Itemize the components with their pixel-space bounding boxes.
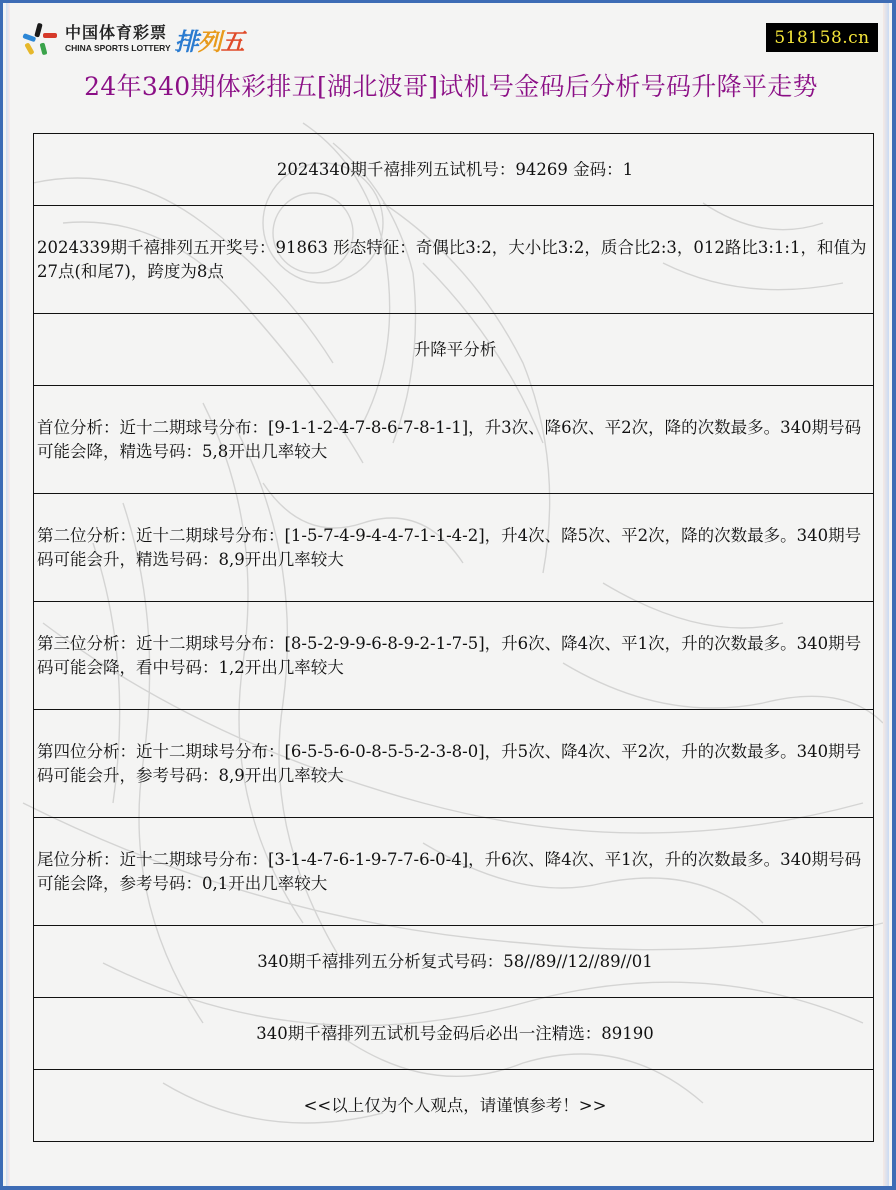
china-sports-lottery-logo: [21, 19, 244, 59]
table-row: [34, 926, 874, 998]
pailie5-brand: 排列五: [174, 27, 244, 56]
analysis-table: [33, 133, 874, 1142]
logo-english-text: CHINA SPORTS LOTTERY: [65, 43, 171, 54]
table-row: [34, 386, 874, 494]
table-row: [34, 818, 874, 926]
table-row: [34, 998, 874, 1070]
table-row: [34, 1070, 874, 1142]
last-digit-analysis: 尾位分析：近十二期球号分布：[3-1-4-7-6-1-9-7-7-6-0-4]，升6次、降4次、平1次，升的次数最多。340期号码可能会降，参考号码：0,1开出几率较大: [34, 818, 874, 926]
page-title: 24年340期体彩排五[湖北波哥]试机号金码后分析号码升降平走势: [84, 72, 818, 101]
pick-number-cell: 340期千禧排列五试机号金码后必出一注精选：89190: [34, 998, 874, 1070]
section-title-cell: 升降平分析: [34, 314, 874, 386]
third-digit-analysis: 第三位分析：近十二期球号分布：[8-5-2-9-9-6-8-9-2-1-7-5]，升6次、降4次、平1次，升的次数最多。340期号码可能会降，看中号码：1,2开出几率较大: [34, 602, 874, 710]
table-row: [34, 206, 874, 314]
lottery-star-icon: [21, 21, 59, 57]
table-row: [34, 314, 874, 386]
second-digit-analysis: 第二位分析：近十二期球号分布：[1-5-7-4-9-4-4-7-1-1-4-2]，升4次、降5次、平2次，降的次数最多。340期号码可能会升，精选号码：8,9开出几率较大: [34, 494, 874, 602]
header: [3, 3, 896, 63]
compound-numbers-cell: 340期千禧排列五分析复式号码：58//89//12//89//01: [34, 926, 874, 998]
disclaimer-cell: <<以上仅为个人观点，请谨慎参考！>>: [34, 1070, 874, 1142]
first-digit-analysis: 首位分析：近十二期球号分布：[9-1-1-2-4-7-8-6-7-8-1-1]，升3次、降6次、平2次，降的次数最多。340期号码可能会降，精选号码：5,8开出几率较大: [34, 386, 874, 494]
table-row: [34, 710, 874, 818]
table-row: [34, 134, 874, 206]
test-number-cell: 2024340期千禧排列五试机号：94269 金码：1: [34, 134, 874, 206]
site-domain-badge: 518158.cn: [766, 23, 878, 52]
logo-chinese-text: 中国体育彩票: [65, 23, 168, 43]
table-row: [34, 494, 874, 602]
fourth-digit-analysis: 第四位分析：近十二期球号分布：[6-5-5-6-0-8-5-5-2-3-8-0]，升5次、降4次、平2次，升的次数最多。340期号码可能会升，参考号码：8,9开出几率较大: [34, 710, 874, 818]
table-row: [34, 602, 874, 710]
last-draw-cell: 2024339期千禧排列五开奖号：91863 形态特征：奇偶比3:2，大小比3:2，质合比2:3，012路比3:1:1，和值为27点(和尾7)，跨度为8点: [34, 206, 874, 314]
